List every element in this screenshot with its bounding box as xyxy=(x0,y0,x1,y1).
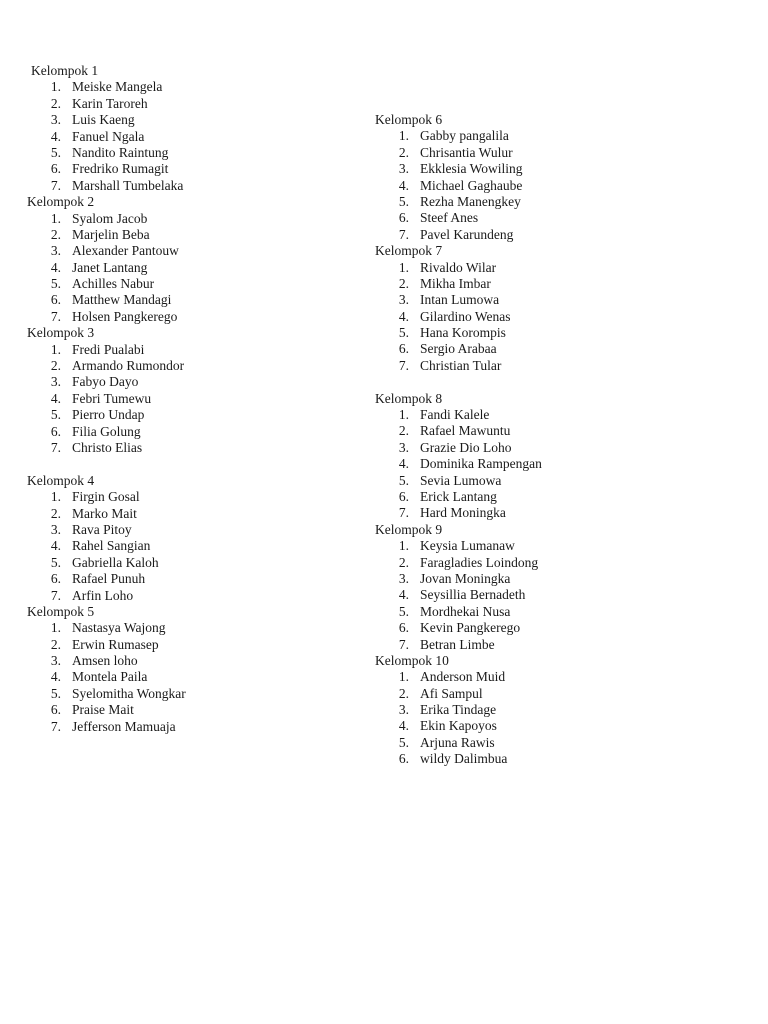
member-list xyxy=(27,342,347,457)
group-heading: Kelompok 9 xyxy=(375,521,443,537)
group-heading: Kelompok 8 xyxy=(375,390,443,406)
member-list xyxy=(27,79,347,194)
list-item: 3. Ekklesia Wowiling xyxy=(398,161,523,177)
list-item: 3. Amsen loho xyxy=(50,653,138,669)
spacer xyxy=(375,374,705,390)
group-7 xyxy=(375,243,705,374)
left-column xyxy=(27,63,347,735)
list-item: 7. Holsen Pangkerego xyxy=(50,308,178,324)
spacer xyxy=(27,456,347,472)
list-item: 4. Seysillia Bernadeth xyxy=(398,587,526,603)
list-item: 6. Fredriko Rumagit xyxy=(50,161,169,177)
list-item: 1. Keysia Lumanaw xyxy=(398,538,515,554)
list-item: 7. Hard Moningka xyxy=(398,505,506,521)
list-item: 7. Christian Tular xyxy=(398,357,502,373)
list-item: 4. Janet Lantang xyxy=(50,259,148,275)
list-item: 6. wildy Dalimbua xyxy=(398,751,508,767)
member-list xyxy=(375,538,705,653)
list-item: 7. Jefferson Mamuaja xyxy=(50,718,176,734)
list-item: 7. Christo Elias xyxy=(50,439,143,455)
member-list xyxy=(27,620,347,735)
list-item: 2. Chrisantia Wulur xyxy=(398,144,513,160)
list-item: 2. Mikha Imbar xyxy=(398,275,491,291)
list-item: 6. Kevin Pangkerego xyxy=(398,620,521,636)
list-item: 6. Sergio Arabaa xyxy=(398,341,497,357)
member-list xyxy=(27,211,347,326)
member-list xyxy=(375,669,705,767)
group-heading: Kelompok 4 xyxy=(27,472,95,488)
list-item: 4. Ekin Kapoyos xyxy=(398,718,497,734)
list-item: 1. Fandi Kalele xyxy=(398,407,490,423)
list-item: 3. Alexander Pantouw xyxy=(50,243,179,259)
list-item: 2. Rafael Mawuntu xyxy=(398,423,511,439)
list-item: 5. Gabriella Kaloh xyxy=(50,554,159,570)
list-item: 4. Rahel Sangian xyxy=(50,538,151,554)
list-item: 5. Rezha Manengkey xyxy=(398,193,521,209)
list-item: 2. Armando Rumondor xyxy=(50,358,185,374)
list-item: 5. Mordhekai Nusa xyxy=(398,603,511,619)
list-item: 6. Rafael Punuh xyxy=(50,571,146,587)
list-item: 4. Fanuel Ngala xyxy=(50,128,145,144)
list-item: 5. Arjuna Rawis xyxy=(398,734,495,750)
list-item: 1. Anderson Muid xyxy=(398,669,506,685)
list-item: 1. Nastasya Wajong xyxy=(50,620,166,636)
list-item: 4. Dominika Rampengan xyxy=(398,456,542,472)
list-item: 2. Marko Mait xyxy=(50,505,137,521)
group-5 xyxy=(27,604,347,735)
list-item: 5. Pierro Undap xyxy=(50,407,145,423)
list-item: 5. Nandito Raintung xyxy=(50,144,169,160)
list-item: 4. Gilardino Wenas xyxy=(398,308,511,324)
list-item: 2. Marjelin Beba xyxy=(50,226,150,242)
list-item: 1. Gabby pangalila xyxy=(398,128,509,144)
member-list xyxy=(27,489,347,604)
group-2 xyxy=(27,194,347,325)
group-heading: Kelompok 1 xyxy=(31,63,99,78)
list-item: 2. Erwin Rumasep xyxy=(50,636,159,652)
list-item: 3. Jovan Moningka xyxy=(398,570,511,586)
list-item: 6. Filia Golung xyxy=(50,423,141,439)
list-item: 3. Intan Lumowa xyxy=(398,292,500,308)
group-heading: Kelompok 5 xyxy=(27,603,95,619)
member-list xyxy=(375,128,705,243)
list-item: 2. Karin Taroreh xyxy=(50,95,148,111)
list-item: 7. Betran Limbe xyxy=(398,636,495,652)
right-column xyxy=(375,112,705,768)
list-item: 6. Praise Mait xyxy=(50,702,134,718)
group-9 xyxy=(375,522,705,653)
list-item: 1. Syalom Jacob xyxy=(50,210,148,226)
group-8 xyxy=(375,391,705,522)
list-item: 1. Fredi Pualabi xyxy=(50,341,145,357)
list-item: 5. Achilles Nabur xyxy=(50,276,155,292)
list-item: 5. Sevia Lumowa xyxy=(398,472,502,488)
group-heading: Kelompok 10 xyxy=(375,652,449,668)
list-item: 3. Rava Pitoy xyxy=(50,521,132,537)
group-4 xyxy=(27,473,347,604)
list-item: 1. Firgin Gosal xyxy=(50,489,140,505)
member-list xyxy=(375,407,705,522)
group-heading: Kelompok 6 xyxy=(375,112,443,127)
list-item: 2. Afi Sampul xyxy=(398,685,483,701)
group-3 xyxy=(27,325,347,456)
list-item: 2. Faragladies Loindong xyxy=(398,554,539,570)
list-item: 4. Michael Gaghaube xyxy=(398,177,523,193)
list-item: 3. Grazie Dio Loho xyxy=(398,439,512,455)
list-item: 7. Marshall Tumbelaka xyxy=(50,177,184,193)
list-item: 5. Hana Korompis xyxy=(398,325,506,341)
list-item: 6. Steef Anes xyxy=(398,210,479,226)
group-heading: Kelompok 7 xyxy=(375,243,443,259)
list-item: 1. Meiske Mangela xyxy=(50,79,163,95)
list-item: 6. Erick Lantang xyxy=(398,488,497,504)
group-1 xyxy=(27,63,347,194)
member-list xyxy=(375,260,705,375)
group-heading: Kelompok 2 xyxy=(27,194,95,210)
list-item: 4. Febri Tumewu xyxy=(50,390,152,406)
group-heading: Kelompok 3 xyxy=(27,325,95,341)
list-item: 4. Montela Paila xyxy=(50,669,148,685)
list-item: 3. Luis Kaeng xyxy=(50,112,135,128)
list-item: 5. Syelomitha Wongkar xyxy=(50,685,186,701)
list-item: 7. Pavel Karundeng xyxy=(398,226,514,242)
list-item: 3. Erika Tindage xyxy=(398,702,497,718)
group-6 xyxy=(375,112,705,243)
list-item: 3. Fabyo Dayo xyxy=(50,374,139,390)
group-10 xyxy=(375,653,705,768)
list-item: 1. Rivaldo Wilar xyxy=(398,259,497,275)
list-item: 6. Matthew Mandagi xyxy=(50,292,172,308)
list-item: 7. Arfin Loho xyxy=(50,587,134,603)
